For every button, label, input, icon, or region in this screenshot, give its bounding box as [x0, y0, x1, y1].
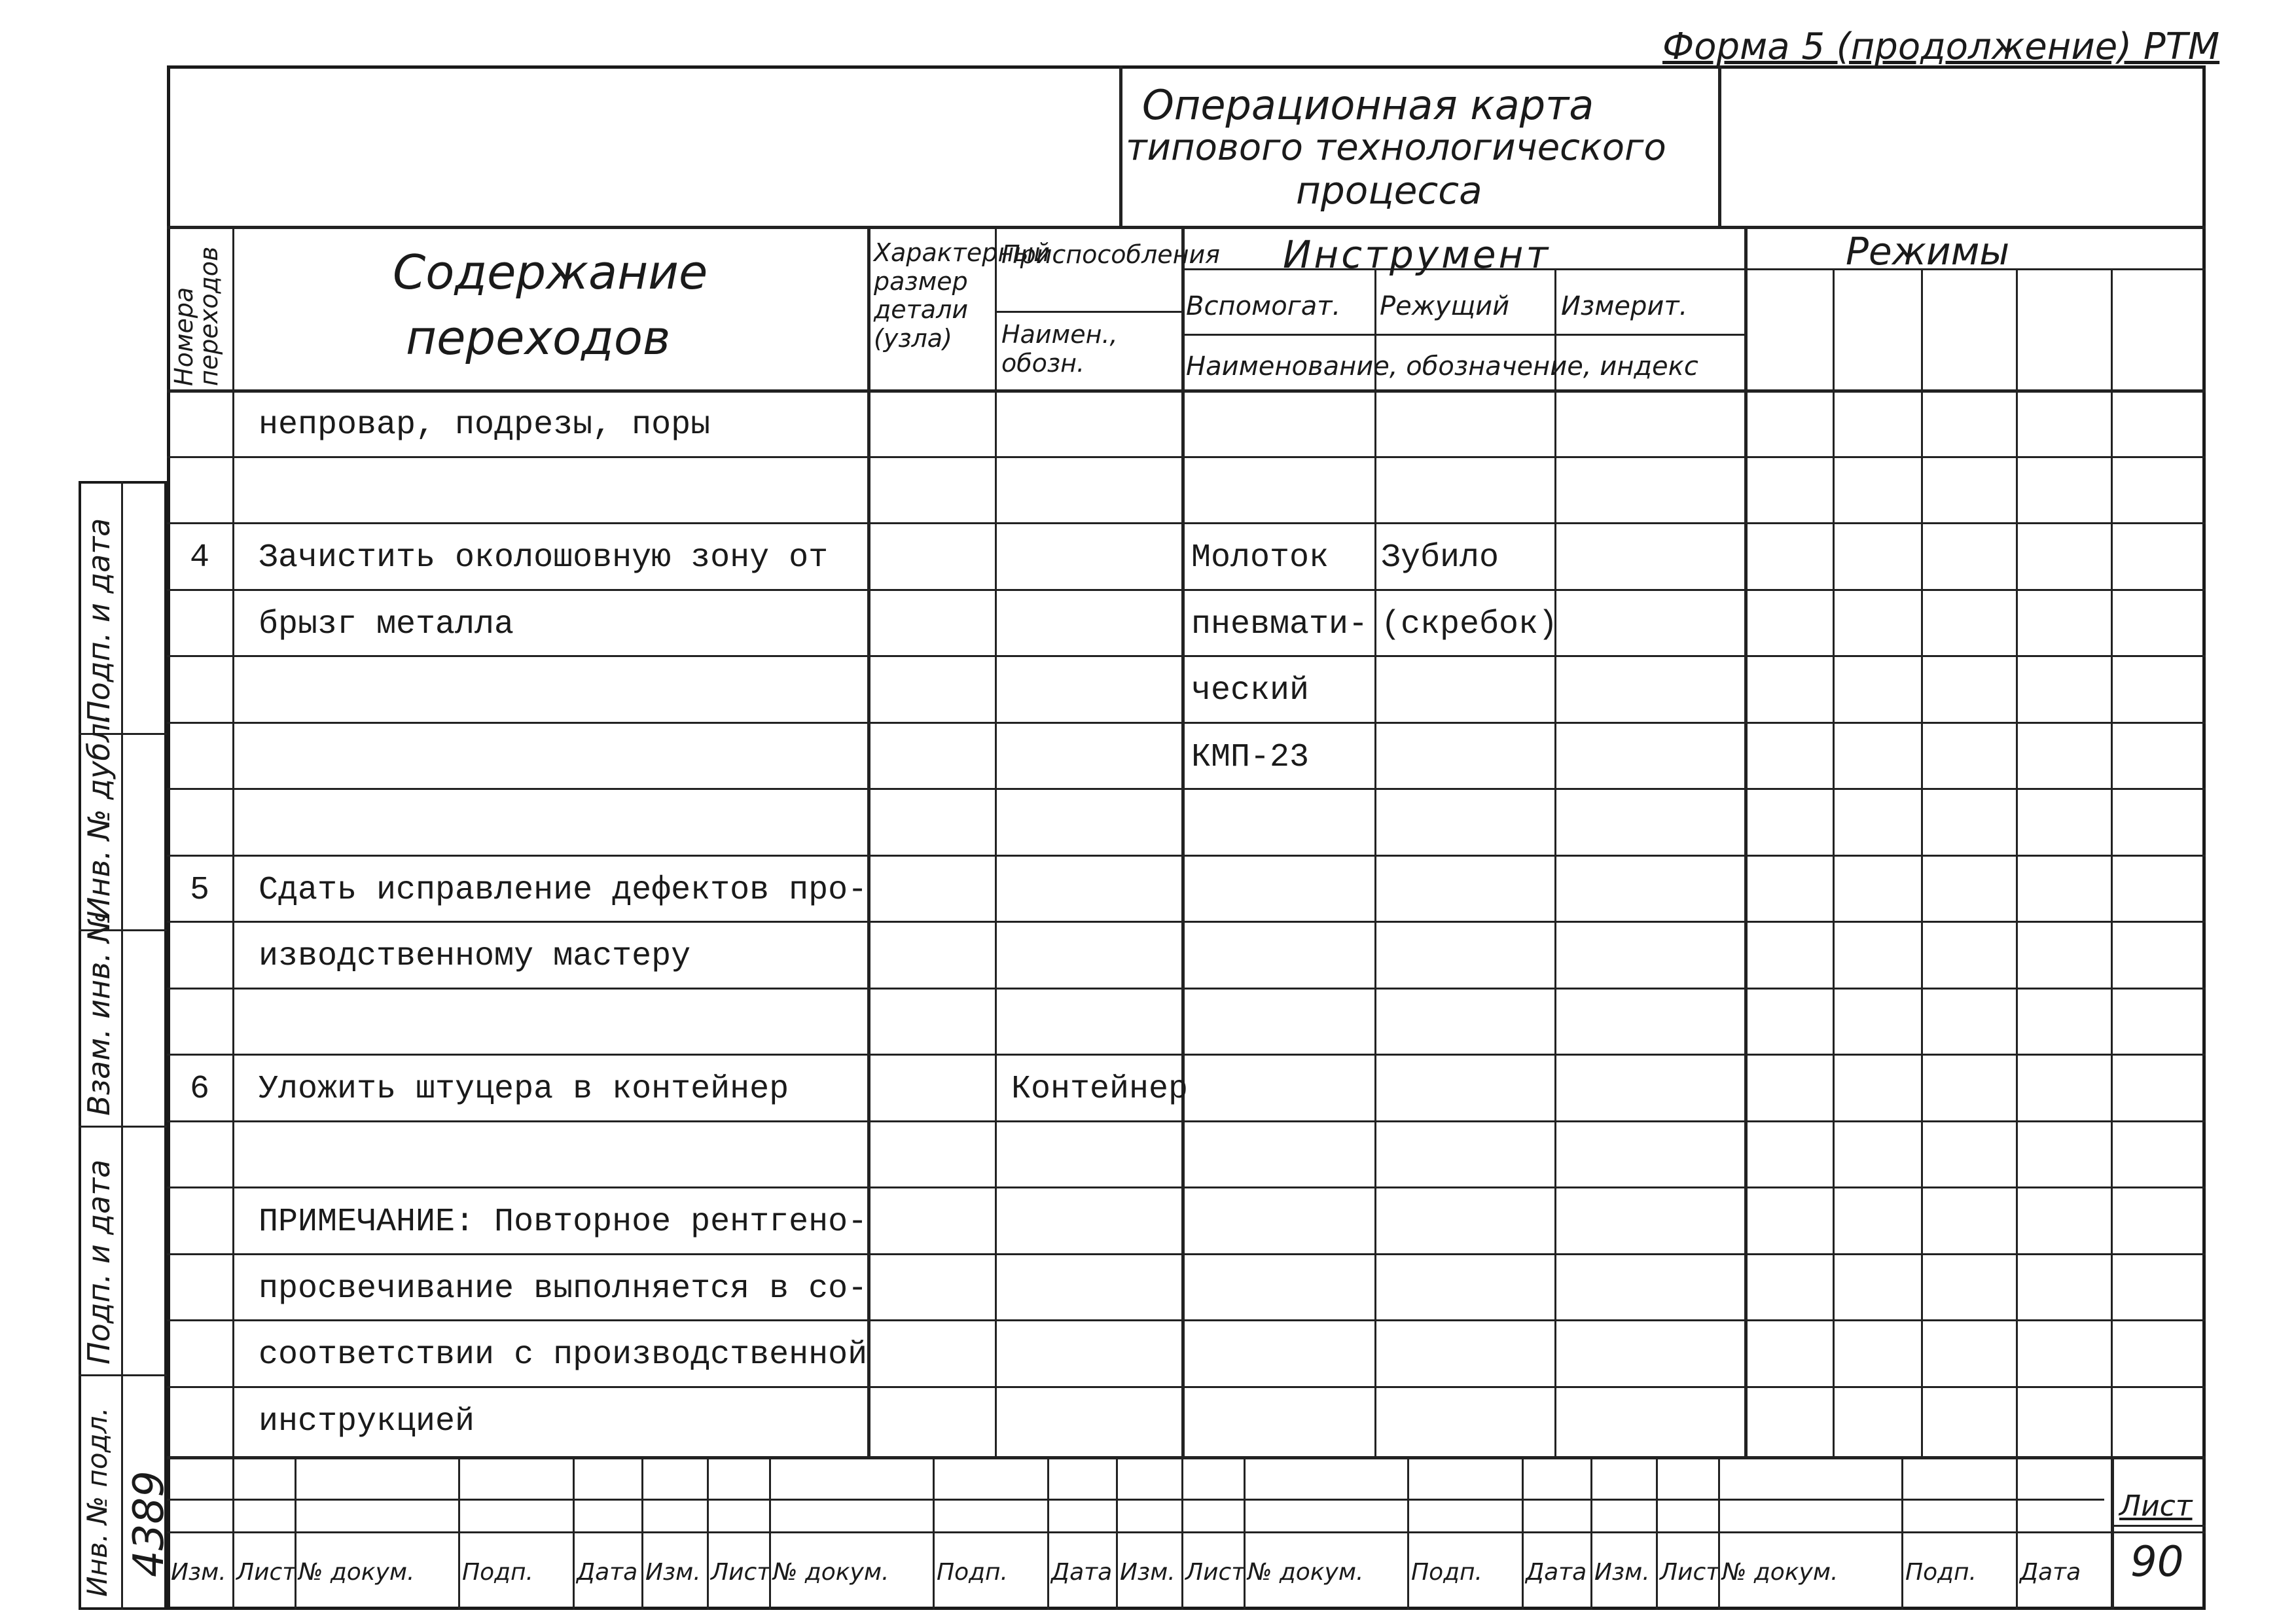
margin-sign-date-1: Подп. и дата [81, 518, 117, 723]
row-number: 4 [189, 539, 209, 577]
stamp-izm-label: Изм. [1120, 1559, 1175, 1586]
margin-swap-inv: Взам. инв. № [81, 911, 117, 1116]
row-number: 6 [189, 1071, 209, 1108]
stamp-izm-label: Изм. [171, 1559, 226, 1586]
title-line-2: типового технологического [1126, 126, 1666, 169]
row-cutting-tool: (скребок) [1381, 606, 1558, 643]
row-content: соответствии с производственной [259, 1336, 868, 1374]
stamp-doc-label: № докум. [298, 1559, 415, 1586]
sheet-label: Лист [2119, 1489, 2193, 1523]
header-fixture: Приспособления [1001, 240, 1221, 269]
header-char-size: Характерный размер детали (узла) [874, 238, 1050, 353]
row-cutting-tool: Зубило [1381, 539, 1499, 577]
stamp-podp-label: Подп. [1905, 1559, 1977, 1586]
row-content: изводственному мастеру [259, 938, 691, 975]
stamp-podp-label: Подп. [462, 1559, 533, 1586]
stamp-list-label: Лист [1660, 1559, 1720, 1586]
stamp-date-label: Дата [1051, 1559, 1113, 1586]
header-aux: Вспомогат. [1186, 291, 1341, 321]
margin-orig-inv: Инв. № подл. [81, 1407, 113, 1597]
row-content: брызг металла [259, 606, 514, 643]
stamp-list-label: Лист [711, 1559, 771, 1586]
header-transition-no: Номера переходов [170, 246, 223, 386]
row-content: ПРИМЕЧАНИЕ: Повторное рентгено- [259, 1204, 868, 1241]
margin-dup-inv: Инв. № дубл. [81, 713, 117, 919]
stamp-date-label: Дата [1526, 1559, 1587, 1586]
row-fixture: Контейнер [1011, 1071, 1189, 1108]
stamp-date-label: Дата [2020, 1559, 2081, 1586]
stamp-izm-label: Изм. [645, 1559, 701, 1586]
row-aux-tool: пневмати- [1191, 606, 1369, 643]
header-fixture-name: Наимен., обозн. [1001, 320, 1118, 378]
stamp-izm-label: Изм. [1594, 1559, 1650, 1586]
header-instrument: Инструмент [1283, 232, 1551, 277]
header-measuring: Измерит. [1561, 291, 1688, 321]
margin-orig-inv-value: 4389 [125, 1471, 173, 1577]
margin-sign-date-2: Подп. и дата [81, 1159, 117, 1364]
sheet-number: 90 [2130, 1538, 2184, 1586]
row-aux-tool: ческий [1191, 672, 1310, 709]
title-line-3: процесса [1296, 168, 1482, 213]
stamp-doc-label: № докум. [1247, 1559, 1364, 1586]
stamp-date-label: Дата [577, 1559, 638, 1586]
stamp-podp-label: Подп. [1411, 1559, 1482, 1586]
row-content: инструкцией [259, 1403, 475, 1440]
stamp-doc-label: № докум. [1722, 1559, 1839, 1586]
header-modes: Режимы [1846, 229, 2010, 274]
title-line-1: Операционная карта [1142, 81, 1594, 129]
header-content-1: Содержание [393, 245, 708, 300]
header-content-2: переходов [406, 310, 671, 365]
row-aux-tool: КМП-23 [1191, 739, 1310, 776]
row-content: Сдать исправление дефектов про- [259, 872, 868, 909]
row-content: просвечивание выполняется в со- [259, 1270, 868, 1308]
stamp-doc-label: № докум. [773, 1559, 889, 1586]
form-label: Форма 5 (продолжение) РТМ [1662, 26, 2220, 68]
stamp-list-label: Лист [236, 1559, 296, 1586]
row-content: Уложить штуцера в контейнер [259, 1071, 789, 1108]
row-aux-tool: Молоток [1191, 539, 1329, 577]
header-cutting: Режущий [1380, 291, 1510, 321]
row-content: непровар, подрезы, поры [259, 406, 711, 444]
stamp-list-label: Лист [1185, 1559, 1246, 1586]
header-instr-sub: Наименование, обозначение, индекс [1186, 351, 1698, 382]
row-content: Зачистить околошовную зону от [259, 539, 829, 577]
stamp-podp-label: Подп. [937, 1559, 1008, 1586]
row-number: 5 [189, 872, 209, 909]
